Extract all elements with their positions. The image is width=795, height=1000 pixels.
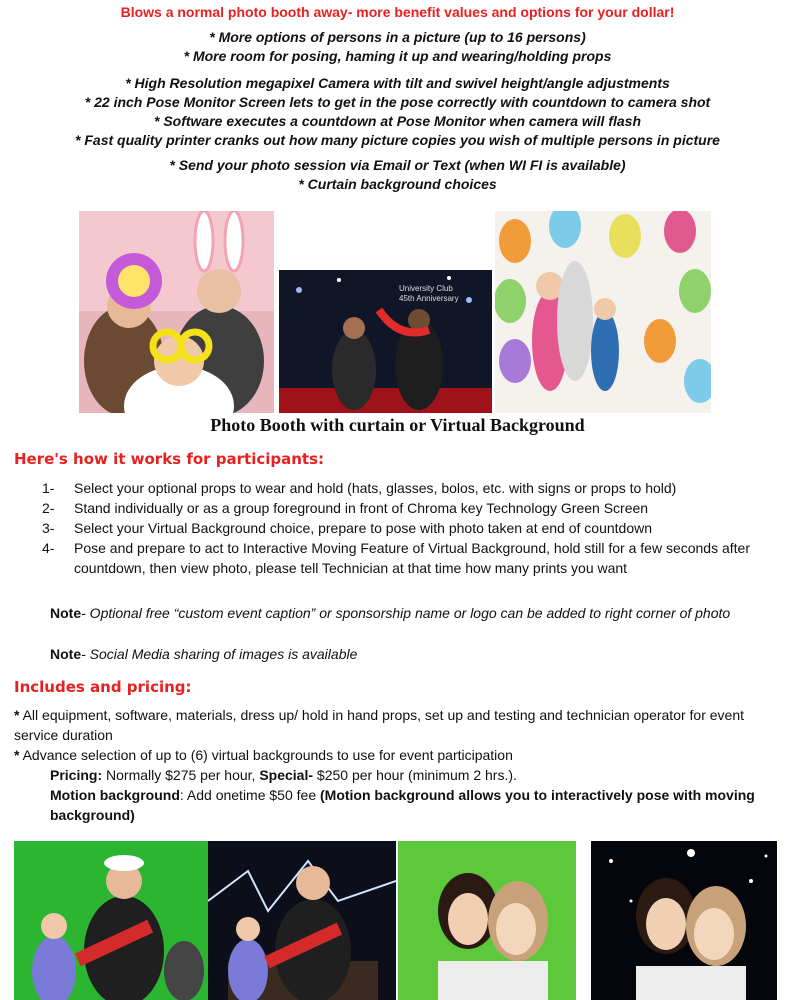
- photo-green-screen-family: [14, 841, 208, 1000]
- steps-list: [42, 478, 782, 578]
- feature-line: * 22 inch Pose Monitor Screen lets to get in the pose correctly with countdown to camera shot: [84, 94, 711, 110]
- step-text: Pose and prepare to act to Interactive Moving Feature of Virtual Background, hold still for a few seconds after countdown, then view photo, please tell Technician at that time how many prints you want: [74, 540, 750, 576]
- photo-sign-text: [399, 284, 459, 304]
- note-social: [50, 644, 770, 664]
- special-label: Special-: [259, 767, 314, 783]
- motion-bold: (Motion background allows you to interactively pose with moving background): [50, 787, 755, 823]
- feature-line: * More room for posing, haming it up and wearing/holding props: [183, 48, 612, 64]
- includes-item: [14, 705, 784, 745]
- motion-text: : Add onetime $50 fee: [179, 787, 320, 803]
- bullet-mark: *: [14, 707, 20, 723]
- features-group-3: [0, 156, 795, 194]
- bullet-mark: *: [14, 747, 20, 763]
- includes-heading: Includes and pricing:: [14, 678, 192, 696]
- photo-red-carpet: [279, 270, 492, 413]
- step-text: Select your Virtual Background choice, prepare to pose with photo taken at end of countdown: [74, 520, 652, 536]
- step-number: 1-: [42, 480, 55, 496]
- photo-easter-eggs: [495, 211, 711, 413]
- headline: Blows a normal photo booth away- more benefit values and options for your dollar!: [120, 4, 675, 20]
- feature-line: * Send your photo session via Email or Text (when WI FI is available): [169, 157, 626, 173]
- note-text: - Optional free “custom event caption” or sponsorship name or logo can be added to right corner of photo: [81, 605, 731, 621]
- pricing-section: [14, 705, 784, 825]
- features-group-2: [0, 74, 795, 150]
- step-text: Stand individually or as a group foreground in front of Chroma key Technology Green Screen: [74, 500, 649, 516]
- step-number: 3-: [42, 520, 55, 536]
- feature-line: * Software executes a countdown at Pose Monitor when camera will flash: [153, 113, 641, 129]
- note-label: Note: [50, 646, 82, 662]
- features-group-1: [0, 28, 795, 66]
- includes-item: [14, 745, 784, 765]
- photo-sign-line: University Club: [399, 284, 453, 293]
- note-label: Note: [50, 605, 82, 621]
- photo-easter-props: [79, 211, 274, 413]
- pricing-label: Pricing:: [50, 767, 103, 783]
- pricing-line: [14, 765, 784, 785]
- list-item: [42, 538, 782, 578]
- step-text: Select your optional props to wear and hold (hats, glasses, bolos, etc. with signs or props to hold): [74, 480, 677, 496]
- photo-sign-line: 45th Anniversary: [399, 294, 459, 303]
- feature-line: * High Resolution megapixel Camera with tilt and swivel height/angle adjustments: [125, 75, 670, 91]
- feature-line: * More options of persons in a picture (up to 16 persons): [209, 29, 586, 45]
- photo-virtual-background-family: [208, 841, 396, 1000]
- includes-text: Advance selection of up to (6) virtual backgrounds to use for event participation: [22, 747, 513, 763]
- special-text: $250 per hour (minimum 2 hrs.).: [313, 767, 517, 783]
- feature-line: * Fast quality printer cranks out how many picture copies you wish of multiple persons in picture: [75, 132, 720, 148]
- list-item: [42, 498, 782, 518]
- step-number: 4-: [42, 540, 55, 556]
- note-caption: [50, 603, 770, 623]
- photo-starfield-pose: [591, 841, 777, 1000]
- step-number: 2-: [42, 500, 55, 516]
- feature-line: * Curtain background choices: [298, 176, 497, 192]
- pricing-text: Normally $275 per hour,: [102, 767, 256, 783]
- motion-label: Motion background: [50, 787, 180, 803]
- motion-line: [14, 785, 784, 825]
- includes-text: All equipment, software, materials, dress up/ hold in hand props, set up and testing and technician operator for event service duration: [14, 707, 745, 743]
- photo-caption: Photo Booth with curtain or Virtual Background: [210, 415, 585, 435]
- photo-green-screen-pose: [398, 841, 576, 1000]
- note-text: - Social Media sharing of images is available: [81, 646, 358, 662]
- list-item: [42, 518, 782, 538]
- participants-heading: Here's how it works for participants:: [14, 450, 325, 468]
- list-item: [42, 478, 782, 498]
